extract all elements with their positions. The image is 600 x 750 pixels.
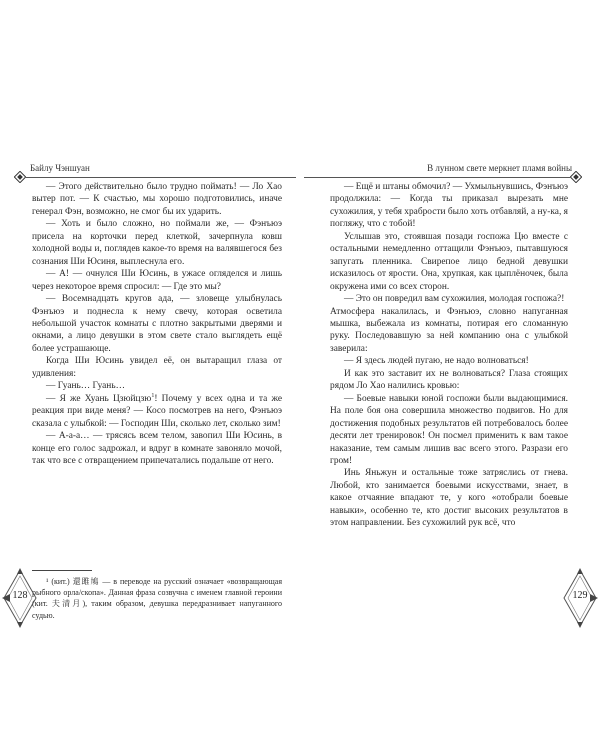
page-body	[330, 181, 568, 530]
paragraph	[32, 268, 282, 293]
paragraph-text-tail: ! Почему у всех одна и та же реакция при виде меня? — Косо посмотрев на него, Фэнъюэ сказала с улыбкой: — Господин Ши, сколько лет, сколько зим!	[32, 393, 282, 429]
paragraph-text: Инь Яньжун и остальные тоже затряслись от гнева. Любой, кто занимается боевыми искусствами, знает, в какое отчаяние впадают те, у кого «отобрали боевые навыки», особенно те, кто достиг высоких результатов в этом направлении. Без сухожилий рук всё, что	[330, 468, 568, 529]
paragraph-text: — Хоть и было сложно, но поймали же, — Фэнъюэ присела на корточки перед клеткой, зачерпнула ковш холодной воды и, поглядев какое-то время на валявшегося без сознания Ши Юсиня, выплеснула его.	[32, 219, 282, 267]
page-number-ornament	[560, 568, 600, 628]
paragraph	[330, 467, 568, 529]
paragraph-text: — А! — очнулся Ши Юсинь, в ужасе огляделся и лишь через некоторое время спросил: — Где это мы?	[32, 269, 282, 292]
paragraph-text: — Я же Хуань Цзюйцзю	[46, 393, 152, 404]
paragraph-text: — Это он повредил вам сухожилия, молодая госпожа?!	[344, 294, 565, 305]
paragraph	[32, 430, 282, 467]
paragraph	[330, 368, 568, 393]
paragraph-text: Атмосфера накалилась, и Фэнъюэ, словно напуганная мышка, выбежала из комнаты, потирая его сломанную руку. Последовавшую за ней компанию она с улыбкой заверила:	[330, 306, 568, 354]
paragraph	[330, 231, 568, 293]
paragraph-text: — Восемнадцать кругов ада, — зловеще улыбнулась Фэнъюэ и поднесла к нему свечу, которая осветила небольшой участок комнаты с плотно закрытыми дверями и окнами, а лицо девушки в этом свете стало выглядеть ещё более устрашающе.	[32, 294, 282, 354]
paragraph-text: — Этого действительно было трудно поймать! — Ло Хао вытер пот. — К счастью, мы хорошо подготовились, иначе генерал Фэн, возможно, не смог бы их ударить.	[32, 182, 282, 217]
running-head: В лунном свете меркнет пламя войны	[427, 163, 572, 173]
paragraph	[32, 293, 282, 355]
right-page	[300, 0, 600, 750]
header-rule	[26, 177, 296, 178]
footnote-text: ¹ (кит.) 還雎鳩 — в переводе на русский означает «возвращающая рыбного орла/скопа». Данная фраза созвучна с именем главной героини (кит. 夫清月), таким образом, девушка передразнивает напуганного судью.	[32, 577, 282, 620]
paragraph-text: — А-а-а… — трясясь всем телом, завопил Ши Юсинь, в конце его голос задрожал, и вдруг в комнате завоняло мочой, так что все с отвращением припечатались подальше от него.	[32, 431, 282, 466]
paragraph-text: — Ещё и штаны обмочил? — Ухмыльнувшись, Фэнъюэ продолжила: — Когда ты приказал вырезать мне сухожилия, у тебя храбрости было хоть отбавляй, а ну-ка, я погляжу, что с тобой!	[330, 182, 568, 230]
paragraph	[330, 306, 568, 356]
page-body	[32, 181, 282, 467]
paragraph-text: Услышав это, стоявшая позади госпожа Цю вместе с остальными немедленно оттащили Фэнъюэ, пытавшуюся запугать пленника. Свирепое лицо бедной девушки исказилось от ярости. Она, хрупкая, как цыплёночек, была окружена ими со всех сторон.	[330, 231, 568, 292]
paragraph	[32, 393, 282, 430]
running-head: Байлу Чэншуан	[30, 163, 90, 173]
footnote-rule	[32, 570, 92, 571]
corner-ornament-icon	[570, 171, 582, 183]
paragraph-text: — Я здесь людей пугаю, не надо волноваться!	[344, 356, 529, 367]
footnote-marker[interactable]: 1	[151, 392, 155, 399]
paragraph	[32, 181, 282, 218]
paragraph-text: И как это заставит их не волноваться? Глаза стоящих рядом Ло Хао налились кровью:	[330, 368, 568, 392]
page-number-ornament	[0, 568, 40, 628]
header-rule	[304, 177, 570, 178]
paragraph	[32, 380, 282, 392]
paragraph	[330, 293, 568, 305]
page-number: 129	[572, 590, 588, 601]
paragraph-text: Когда Ши Юсинь увидел её, он вытаращил глаза от удивления:	[32, 356, 282, 379]
page-number: 128	[12, 590, 28, 601]
footnote	[32, 576, 282, 621]
paragraph	[32, 355, 282, 380]
paragraph	[330, 181, 568, 231]
corner-ornament-icon	[14, 171, 26, 183]
paragraph	[330, 355, 568, 367]
paragraph-text: — Боевые навыки юной госпожи были выдающимися. На поле боя она совершила множество подвигов. Но для достижения подобных результатов ей потребовалось более десяти лет тренировок! Он посмел применить к вам такое наказание, тем самым лишив вас всего этого. Разрази его гром!	[330, 393, 568, 466]
paragraph	[330, 393, 568, 468]
paragraph	[32, 218, 282, 268]
paragraph-text: — Гуань… Гуань…	[46, 381, 125, 392]
